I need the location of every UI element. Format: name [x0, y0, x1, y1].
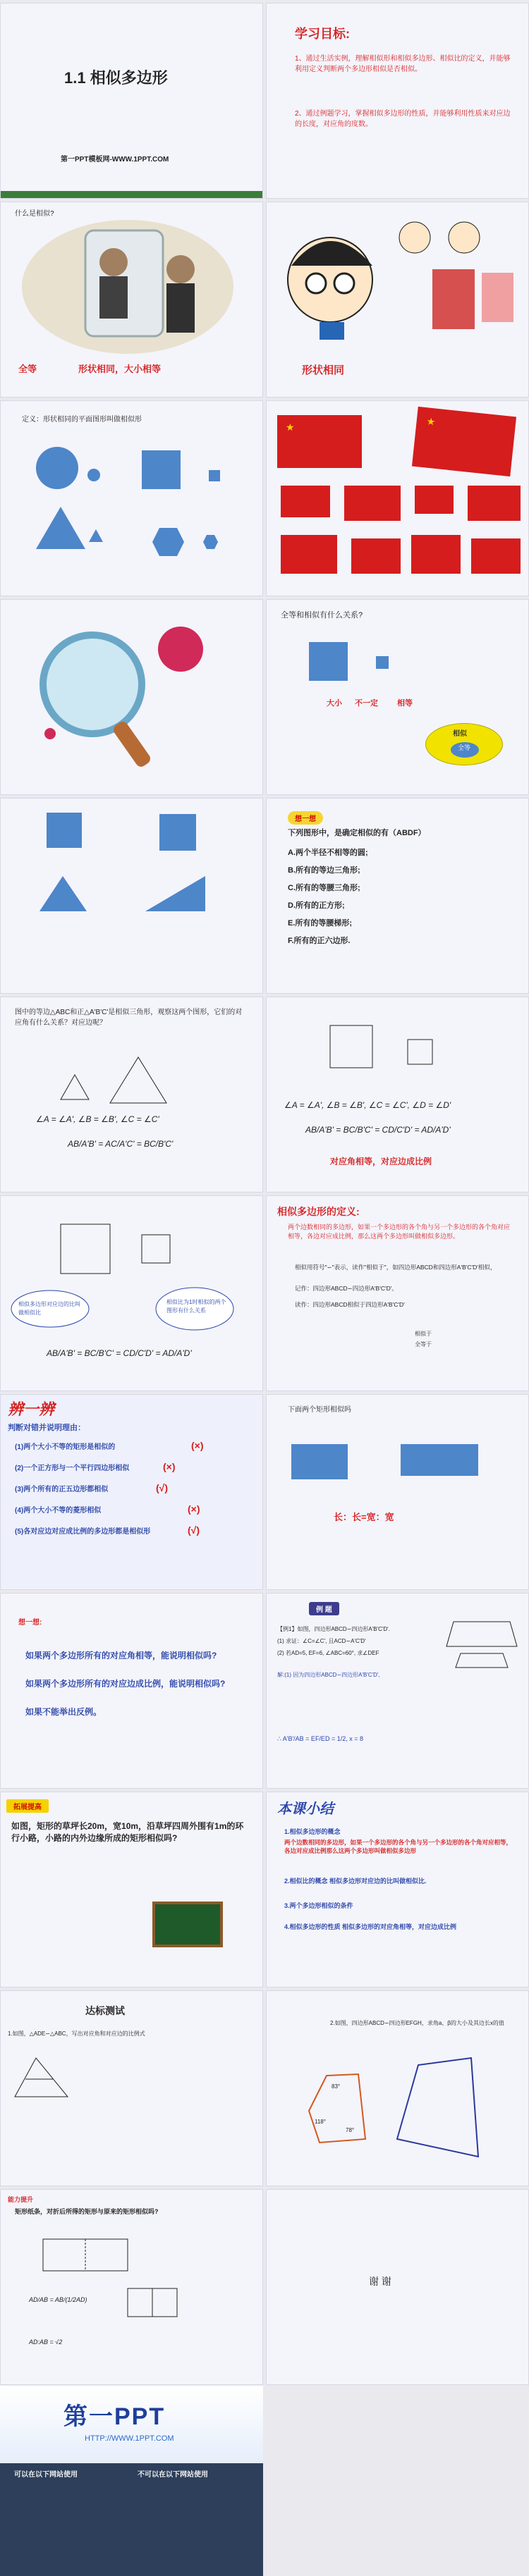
option-a: A.两个半径不相等的圆; — [288, 849, 368, 857]
slide-title — [0, 3, 263, 199]
slide-example: 例 题 【例1】如图，四边形ABCD∽四边形A'B'C'D'. (1) 求证：∠C=∠C', 且ACD∽A'C'D' (2) 若AD=5, EF=6, ∠ABC=60°, 求∠DEF 解:(1) 因为四边形ABCD∽四边形A'B'C'D', ∴ A'B'/AB = EF/ED = 1/2, x = 8 — [266, 1593, 529, 1789]
flag-large: ★ — [277, 415, 362, 468]
option-c: C.所有的等腰三角形; — [288, 884, 360, 892]
magnifier-illustration — [1, 600, 263, 795]
slide-same-shape — [266, 202, 529, 398]
slide-rectangles — [266, 1394, 529, 1590]
question-label: 什么是相似? — [15, 210, 54, 218]
example-tag: 例 题 — [309, 1602, 339, 1615]
footer-not-allowed: 不可以在以下网站使用 — [138, 2471, 208, 2479]
definition-heading: 相似多边形的定义: — [277, 1206, 360, 1217]
slide-quad-problem: 2.如图，四边形ABCD∽四边形EFGH，求角a、β的大小及其边长x的值 83° 118° 78° — [266, 1990, 529, 2186]
rectangles-caption: 长：长=宽：宽 — [334, 1512, 394, 1522]
extension-tag: 拓展提高 — [6, 1799, 49, 1813]
slide-what-is-similar — [0, 202, 263, 398]
slide-triangles — [0, 997, 263, 1193]
slide-magnifier — [0, 599, 263, 795]
judge-subtitle: 判断对错并说明理由： — [8, 1424, 85, 1432]
summary-title: 本课小结 — [277, 1801, 334, 1817]
thanks-text: 谢 谢 — [369, 2276, 391, 2287]
definition-body: 两个边数相同的多边形，如果一个多边形的各个角与另一个多边形的各个角对应相等，各边对应成比例，那么这两个多边形叫做相似多边形。 — [288, 1224, 511, 1240]
notation-2: 记作：四边形ABCD∽四边形A'B'C'D'。 — [295, 1285, 398, 1292]
option-f: F.所有的正六边形. — [288, 937, 351, 945]
slide-think-2: 想一想: 如果两个多边形所有的对应角相等，能说明相似吗? 如果两个多边形所有的对应边成比例，能说明相似吗? 如果不能举出反例。 — [0, 1593, 263, 1789]
bubble-ratio: 相似多边形对应边的比叫做相似比 — [18, 1301, 80, 1316]
quad-question: 2.如图，四边形ABCD∽四边形EFGH，求角a、β的大小及其边长x的值 — [330, 2020, 504, 2026]
slide-flags — [266, 400, 529, 596]
test-title: 达标测试 — [85, 2005, 125, 2016]
slide-ability: 能力提升 矩形纸条，对折后所得的矩形与原来的矩形相似吗? AD/AB = AB/(1/2AD) AD:AB = √2 — [0, 2189, 263, 2385]
think-tag: 想一想 — [288, 811, 323, 825]
footer-logo: 第一PPT — [63, 2403, 166, 2430]
slide-shapes-compare — [0, 798, 263, 994]
footer-url[interactable]: HTTP://WWW.1PPT.COM — [85, 2434, 174, 2443]
slide-test — [0, 1990, 263, 2186]
think-question: 下列图形中，是确定相似的有（ABDF） — [288, 829, 426, 837]
answer-not-necessarily: 不一定 — [355, 699, 378, 708]
slide-similarity-ratio — [0, 1195, 263, 1391]
blackboard-icon — [152, 1902, 223, 1947]
answer-equal: 相等 — [397, 699, 413, 708]
slide-summary: 本课小结 1.相似多边形的概念 两个边数相同的多边形，如果一个多边形的各个角与另一个多边形的各个角对应相等，各边对应成比例那么这两个多边形叫做相似多边形 2.相似比的概念 相似多边形对应边的比叫做相似比. 3.两个多边形相似的条件 4.相似多边形的性质 相似多边形的对应角相等，对应边成比例 — [266, 1792, 529, 1988]
flag-tilted: ★ — [412, 407, 516, 476]
judge-title: 辨一辨 — [8, 1400, 55, 1418]
option-d: D.所有的正方形; — [288, 901, 345, 910]
quad-side-equation: AB/A'B' = BC/B'C' = CD/C'D' = AD/A'D' — [305, 1125, 451, 1135]
ratio-equation: AB/A'B' = BC/B'C' = CD/C'D' = AD/A'D' — [47, 1348, 192, 1358]
definition-text: 定义：形状相同的平面图形叫做相似形 — [22, 416, 142, 424]
quad-angle-equation: ∠A = ∠A', ∠B = ∠B', ∠C = ∠C', ∠D = ∠D' — [284, 1100, 451, 1110]
caption-congruent: 全等 — [18, 364, 37, 374]
think2-tag: 想一想: — [18, 1619, 42, 1627]
relation-question: 全等和相似有什么关系? — [281, 611, 363, 620]
goal-1: 1、通过生活实例，理解相似形和相似多边形、相似比的定义，并能够利用定义判断两个多边形相似是否相似。 — [295, 55, 511, 73]
option-b: B.所有的等边三角形; — [288, 866, 360, 875]
venn-oval: 相似 全等 — [425, 723, 503, 765]
bubble-question: 相似比为1时相似的两个图形有什么关系 — [166, 1299, 226, 1314]
ability-tag: 能力提升 — [8, 2196, 34, 2203]
symbol-similar: 相似于 — [415, 1331, 432, 1337]
slide-definition — [0, 400, 263, 596]
footer-banner — [0, 2386, 263, 2576]
notation-3: 读作：四边形ABCD相似于四边形A'B'C'D' — [295, 1301, 405, 1308]
symbol-congruent: 全等于 — [415, 1341, 432, 1348]
slide-thanks — [266, 2189, 529, 2385]
rectangles-title: 下面两个矩形相似吗 — [288, 1406, 351, 1414]
caption-shape-size: 形状相同，大小相等 — [78, 364, 162, 374]
slide-title-text: 1.1 相似多边形 — [64, 69, 168, 87]
angle-equation: ∠A = ∠A', ∠B = ∠B', ∠C = ∠C' — [36, 1114, 159, 1124]
test-question: 1.如图，△ADE∽△ABC，写出对应角和对应边的比例式 — [8, 2030, 145, 2037]
triangles-text: 图中的等边△ABC和正△A'B'C'是相似三角形，观察这两个图形，它们的对应角有什么关系？对应边呢？ — [15, 1009, 243, 1027]
slide-congruent-similar — [266, 599, 529, 795]
side-ratio-equation: AB/A'B' = AC/A'C' = BC/B'C' — [68, 1139, 174, 1149]
footer-allowed: 可以在以下网站使用 — [14, 2471, 78, 2479]
goal-2: 2、通过例题学习，掌握相似多边形的性质，并能够利用性质来对应边的长度，对应角的度数。 — [295, 110, 511, 128]
extension-body: 如图，矩形的草坪长20m，宽10m，沿草坪四周外围有1m的环行小路，小路的内外边缘所成的矩形相似吗? — [11, 1821, 244, 1844]
site-label: 第一PPT模板网-WWW.1PPT.COM — [61, 156, 169, 164]
ability-question: 矩形纸条，对折后所得的矩形与原来的矩形相似吗? — [15, 2208, 159, 2215]
slide-polygon-definition — [266, 1195, 529, 1391]
similar-shapes — [1, 401, 263, 596]
option-e: E.所有的等腰梯形; — [288, 919, 353, 928]
slide-quadrilaterals — [266, 997, 529, 1193]
answer-size: 大小 — [327, 699, 342, 708]
notation-1: 相似用符号"∽"表示，读作"相似于"，如四边形ABCD和四边形A'B'C'D'相似， — [295, 1264, 497, 1271]
slide-extension — [0, 1792, 263, 1988]
slide-goals — [266, 3, 529, 199]
goals-heading: 学习目标: — [295, 27, 350, 41]
slide-true-false: 辨一辨 判断对错并说明理由： (1)两个大小不等的矩形是相似的 (2)一个正方形与一个平行四边形相似 (3)两个所有的正五边形都相似 (4)两个大小不等的菱形相似 (5)各对应边对应成比例的多边形都是相似形 (×) (×) (√) (×) (√) — [0, 1394, 263, 1590]
caption-same-shape: 形状相同 — [302, 364, 345, 376]
slide-think — [266, 798, 529, 994]
quad-caption: 对应角相等，对应边成比例 — [330, 1157, 432, 1166]
